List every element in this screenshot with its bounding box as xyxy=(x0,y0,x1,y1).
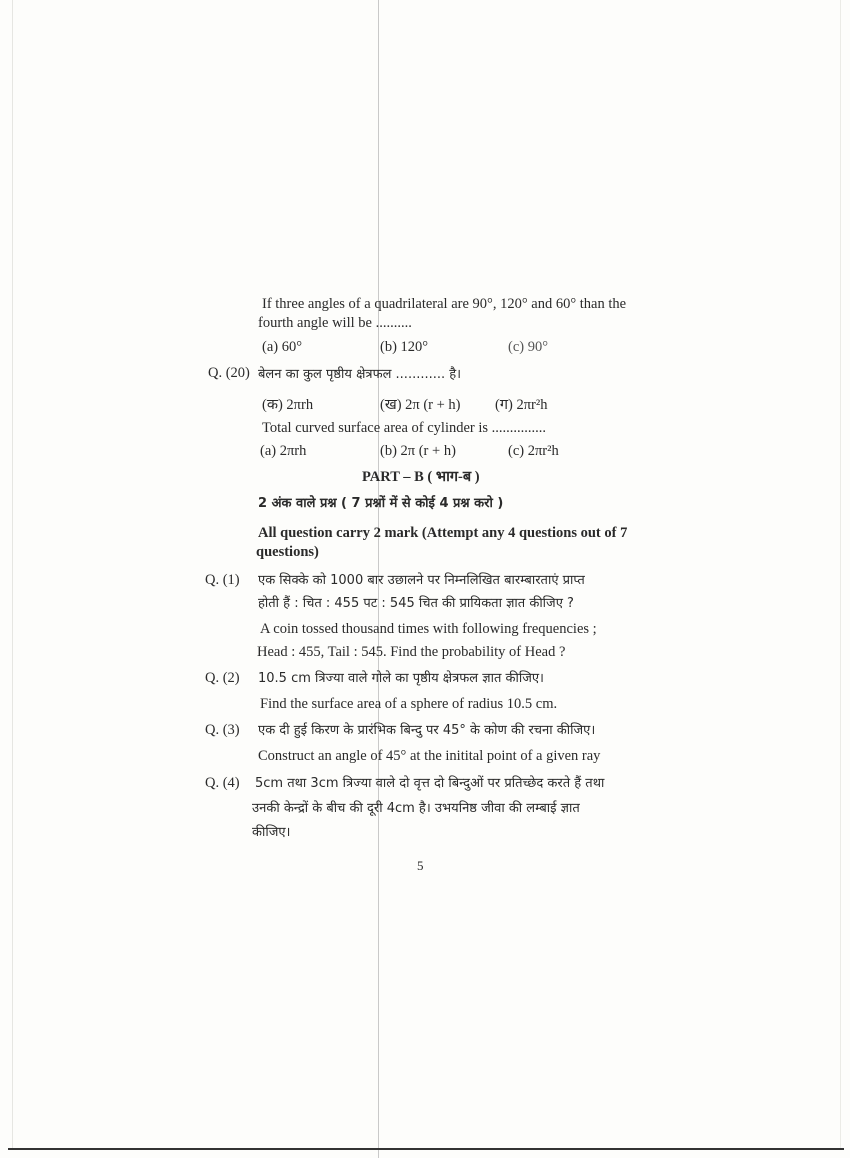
q19-text-line2: fourth angle will be .......... xyxy=(258,315,412,331)
q20-hindi-option-ga: (ग) 2πr²h xyxy=(495,397,548,413)
q19-text-line1: If three angles of a quadrilateral are 90°, 120° and 60° than the xyxy=(262,296,627,312)
q20-english-option-b: (b) 2π (r + h) xyxy=(380,443,456,459)
q20-english-text: Total curved surface area of cylinder is ............... xyxy=(262,420,547,436)
bottom-scan-edge xyxy=(8,1148,844,1150)
q20-hindi-text: बेलन का कुल पृष्ठीय क्षेत्रफल ............ है। xyxy=(258,367,462,382)
q19-option-c: (c) 90° xyxy=(508,339,549,355)
q4-hindi-line3: कीजिए। xyxy=(252,825,291,840)
q1-english-line1: A coin tossed thousand times with following frequencies ; xyxy=(260,621,597,637)
q1-number: Q. (1) xyxy=(205,572,240,588)
q3-english-line1: Construct an angle of 45° at the initital point of a given ray xyxy=(258,748,601,764)
q3-hindi-line1: एक दी हुई किरण के प्रारंभिक बिन्दु पर 45° के कोण की रचना कीजिए। xyxy=(258,723,596,738)
q2-number: Q. (2) xyxy=(205,670,240,686)
q19-option-b: (b) 120° xyxy=(380,339,429,355)
part-b-hindi-instruction: 2 अंक वाले प्रश्न ( 7 प्रश्नों में से कोई 4 प्रश्न करो ) xyxy=(258,496,504,511)
q2-english-line1: Find the surface area of a sphere of radius 10.5 cm. xyxy=(260,696,558,712)
part-b-english-instruction-line1: All question carry 2 mark (Attempt any 4 questions out of 7 xyxy=(258,525,628,541)
q1-hindi-line1: एक सिक्के को 1000 बार उछालने पर निम्नलिखित बारम्बारताएं प्राप्त xyxy=(258,573,585,588)
part-b-english-instruction-line2: questions) xyxy=(256,544,319,560)
part-b-title: PART – B ( भाग-ब ) xyxy=(362,469,480,485)
q2-hindi-line1: 10.5 cm त्रिज्या वाले गोले का पृष्ठीय क्षेत्रफल ज्ञात कीजिए। xyxy=(258,671,544,686)
page-right-edge xyxy=(840,0,841,1150)
q20-hindi-option-ka: (क) 2πrh xyxy=(262,397,314,413)
q4-hindi-line1: 5cm तथा 3cm त्रिज्या वाले दो वृत्त दो बिन्दुओं पर प्रतिच्छेद करते हैं तथा xyxy=(255,776,605,791)
page-number: 5 xyxy=(417,858,424,873)
q19-option-a: (a) 60° xyxy=(262,339,303,355)
q3-number: Q. (3) xyxy=(205,722,240,738)
q1-hindi-line2: होती हैं : चित : 455 पट : 545 चित की प्रायिकता ज्ञात कीजिए ? xyxy=(258,596,574,611)
q20-english-option-a: (a) 2πrh xyxy=(260,443,307,459)
q4-hindi-line2: उनकी केन्द्रों के बीच की दूरी 4cm है। उभयनिष्ठ जीवा की लम्बाई ज्ञात xyxy=(252,801,580,816)
q1-english-line2: Head : 455, Tail : 545. Find the probability of Head ? xyxy=(257,644,566,660)
q20-hindi-option-kha: (ख) 2π (r + h) xyxy=(380,397,461,413)
q20-english-option-c: (c) 2πr²h xyxy=(508,443,559,459)
q4-number: Q. (4) xyxy=(205,775,240,791)
page-left-edge xyxy=(12,0,13,1150)
q20-number: Q. (20) xyxy=(208,365,250,381)
